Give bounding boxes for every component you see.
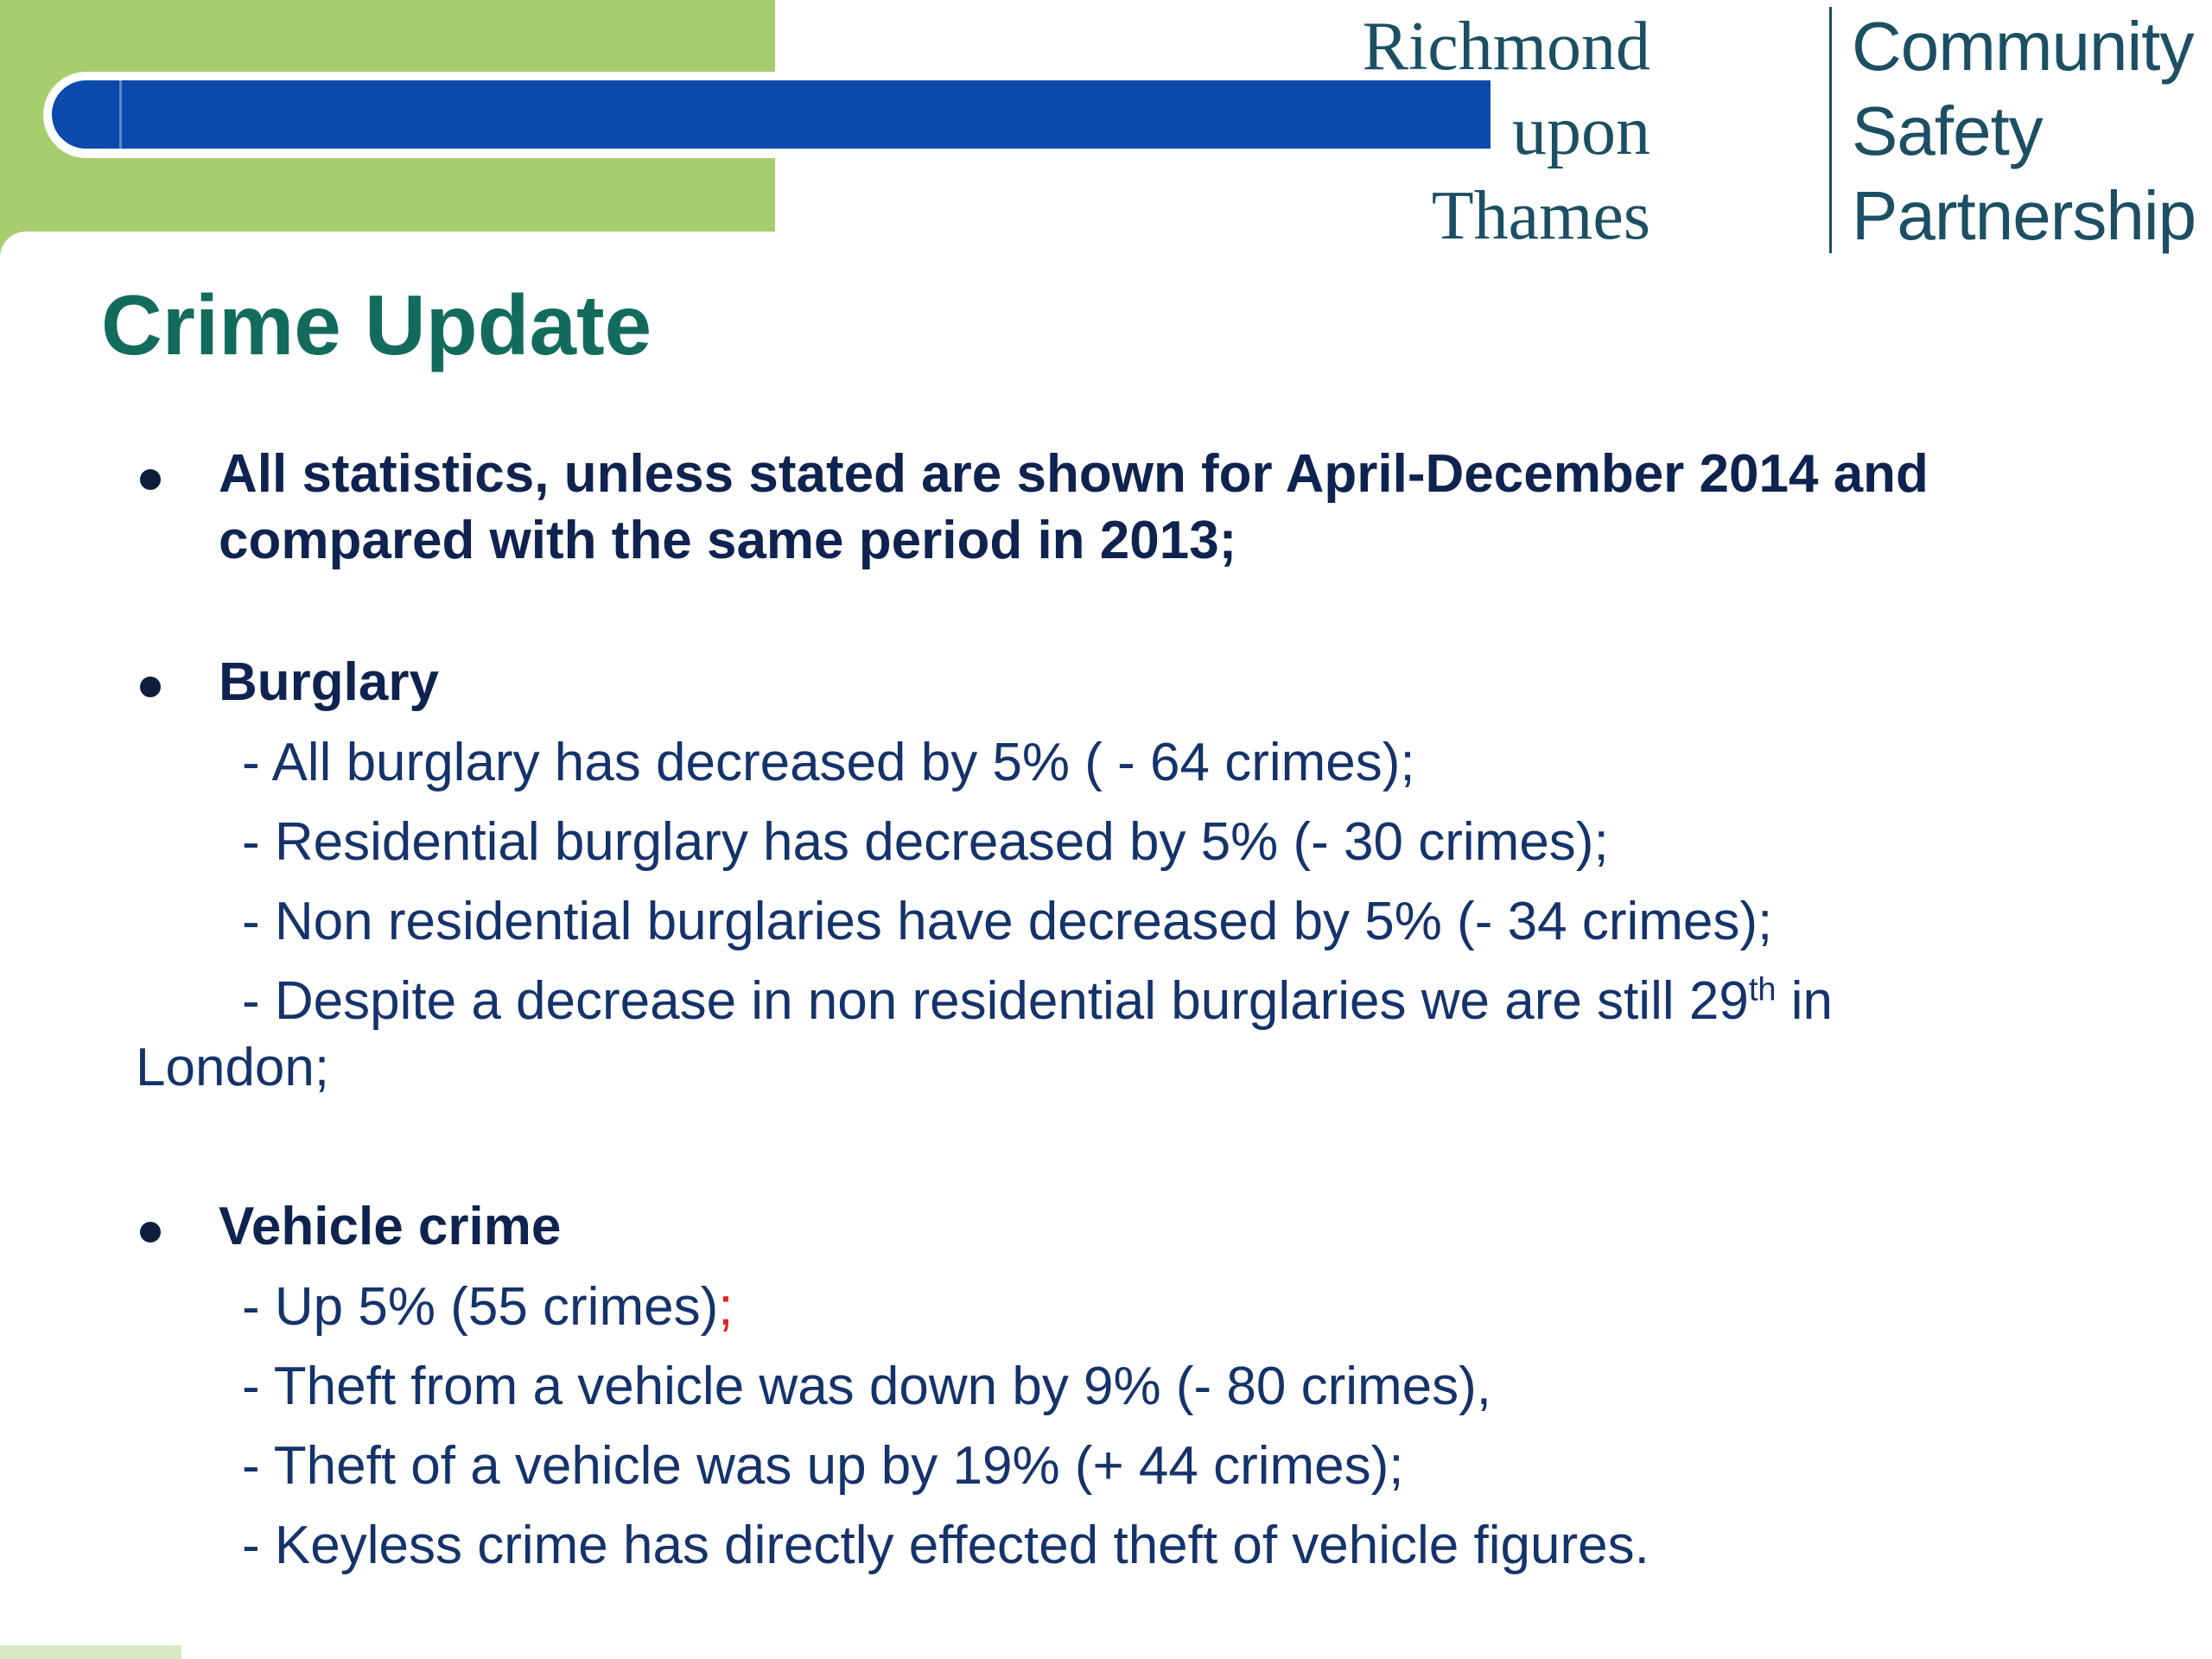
logo-right-line: Partnership <box>1852 177 2196 254</box>
partnership-logo <box>1362 0 2212 259</box>
ranking-text: - Despite a decrease in non residential burglaries we are still 29 <box>242 971 1749 1031</box>
footer-mark <box>0 1645 181 1659</box>
vehicle-item: - Theft of a vehicle was up by 19% (+ 44 crimes); <box>242 1436 1404 1496</box>
burglary-item: - Non residential burglaries have decreased by 5% (- 34 crimes); <box>242 892 1773 951</box>
intro-line-1: All statistics, unless stated are shown for April-December 2014 and <box>219 444 1929 504</box>
burglary-heading: Burglary <box>219 652 439 712</box>
header-white-band <box>0 232 775 266</box>
logo-right-line: Community <box>1852 8 2194 85</box>
ranking-text-end: in <box>1776 971 1833 1031</box>
bullet-icon <box>140 677 161 697</box>
vehicle-item-text: - Up 5% (55 crimes) <box>242 1277 719 1337</box>
logo-borough-name <box>1305 4 1650 258</box>
burglary-item: - All burglary has decreased by 5% ( - 64 crimes); <box>242 733 1415 792</box>
header-blue-bar <box>52 80 1491 149</box>
logo-right-line: Safety <box>1852 92 2043 169</box>
logo-left-line: upon <box>1512 93 1650 169</box>
burglary-item: - Residential burglary has decreased by 5% (- 30 crimes); <box>242 812 1609 872</box>
burglary-item-ranking <box>242 969 1833 1034</box>
bullet-icon <box>140 1222 161 1243</box>
logo-left-line: Richmond <box>1362 9 1650 85</box>
intro-line-2: compared with the same period in 2013; <box>219 511 1237 570</box>
logo-divider <box>1829 7 1832 253</box>
vehicle-item: - Keyless crime has directly effected theft of vehicle figures. <box>242 1516 1649 1575</box>
vehicle-item <box>242 1274 733 1340</box>
vehicle-item-punct: ; <box>718 1277 734 1337</box>
burglary-item-continuation: London; <box>136 1038 330 1097</box>
header-bar-divider <box>119 80 122 149</box>
vehicle-heading: Vehicle crime <box>219 1197 562 1256</box>
ordinal-suffix: th <box>1748 971 1777 1008</box>
page-title: Crime Update <box>101 277 652 372</box>
logo-partnership-name <box>1852 4 2212 258</box>
bullet-icon <box>140 469 161 490</box>
logo-left-line: Thames <box>1431 178 1650 254</box>
vehicle-item: - Theft from a vehicle was down by 9% (- 80 crimes), <box>242 1357 1492 1416</box>
